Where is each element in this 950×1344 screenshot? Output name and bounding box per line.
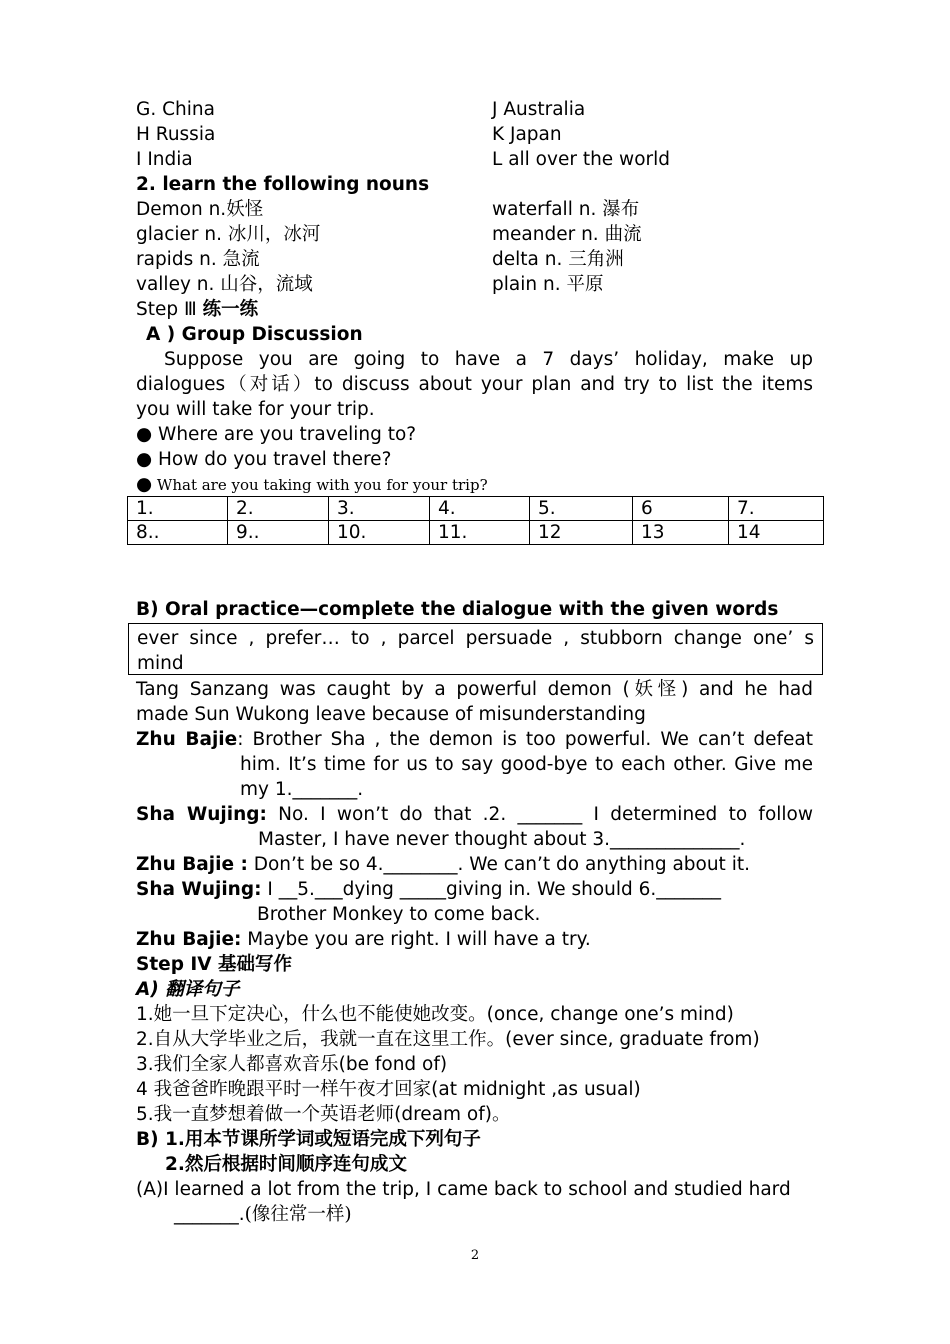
speaker-zhu-bajie: Zhu Bajie [136,729,238,750]
nouns-heading: 2. learn the following nouns [136,174,430,195]
table-cell[interactable]: 4. [430,497,530,521]
table-cell[interactable]: 2. [228,497,329,521]
intro-text: ) and he had [681,679,813,700]
dialogue-line: my 1._______. [240,779,364,800]
table-cell[interactable]: 1. [128,497,228,521]
group-discussion-heading: A ) Group Discussion [146,324,363,345]
dialogue-line [136,877,721,902]
para-text: dialogues [136,374,226,395]
country-i: I India [136,149,193,170]
translate-sentence: 1.她一旦下定决心，什么也不能使她改变。(once, change one’s mind) [136,1004,734,1025]
noun-word: valley n. [136,274,221,295]
table-cell[interactable]: 6 [633,497,729,521]
para-cn: （对话） [225,374,315,395]
oral-practice-heading: B) Oral practice—complete the dialogue with the given words [136,599,779,620]
table-cell[interactable]: 14 [729,521,824,545]
noun-item [136,247,260,272]
dialogue-line: Master, I have never thought about 3.______________. [258,829,746,850]
country-k: K Japan [492,124,562,145]
page-number: 2 [470,1248,480,1263]
table-cell[interactable]: 8.. [128,521,228,545]
translate-heading: A) 翻译句子 [136,979,240,1000]
noun-item [492,222,642,247]
table-cell[interactable]: 7. [729,497,824,521]
exercise-line [174,1202,352,1227]
dialogue-text: I __5.___dying _____giving in. We should 6.__ [261,879,675,900]
dialogue-line [136,927,591,952]
noun-word: delta n. [492,249,569,270]
bullet-question: ● Where are you traveling to? [136,424,417,445]
speaker-zhu-bajie: Zhu Bajie : [136,854,248,875]
intro-cn: 妖怪 [629,679,682,700]
dialogue-line [136,852,750,877]
table-cell[interactable]: 5. [530,497,633,521]
dialogue-intro-line [136,677,813,702]
group-paragraph-line: you will take for your trip. [136,399,375,420]
noun-word: rapids n. [136,249,223,270]
dialogue-text: Maybe you are right. I will have a try. [241,929,591,950]
step4-heading [136,952,292,977]
exercise-line: (A)I learned a lot from the trip, I came back to school and studied hard [136,1179,791,1200]
noun-meaning: 山谷，流域 [220,274,313,295]
table-cell[interactable]: 3. [329,497,430,521]
table-cell[interactable]: 11. [430,521,530,545]
exercise-hint: (像往常一样) [244,1204,352,1225]
noun-word: waterfall n. [492,199,603,220]
step4-title: 基础写作 [218,954,293,975]
step3-heading [136,297,258,322]
noun-word: plain n. [492,274,567,295]
speaker-sha-wujing: Sha Wujing: [136,879,262,900]
table-cell[interactable]: 10. [329,521,430,545]
noun-word: meander n. [492,224,605,245]
dialogue-text: Don’t be so 4.________. We can’t do anything about it. [247,854,750,875]
step3-title: 练一练 [202,299,259,320]
dialogue-text: _____ [674,879,722,900]
noun-item [136,197,263,222]
noun-meaning: 冰川，冰河 [227,224,321,245]
exercise-blank: _______. [174,1204,245,1225]
bullet-mark: ● [136,474,153,495]
step3-prefix: Step Ⅲ [136,299,203,320]
translate-sentence: 3.我们全家人都喜欢音乐(be fond of) [136,1054,448,1075]
speaker-sha-wujing: Sha Wujing: [136,804,267,825]
table-cell[interactable]: 13 [633,521,729,545]
dialogue-text: No. I won’t do that .2. _______ I determined to follow [266,804,813,825]
bullet-text: What are you taking with you for your trip? [152,476,488,494]
step4-prefix: Step IV [136,954,219,975]
bullet-question: ● How do you travel there? [136,449,392,470]
table-row [128,521,824,545]
country-h: H Russia [136,124,216,145]
country-l: L all over the world [492,149,670,170]
translate-sentence: 5.我一直梦想着做一个英语老师(dream of)。 [136,1104,511,1125]
noun-item [136,222,320,247]
country-g: G. China [136,99,215,120]
group-paragraph-line [136,372,813,397]
noun-meaning: 妖怪 [226,199,264,220]
table-cell[interactable]: 9.. [228,521,329,545]
dialogue-line [136,727,813,752]
country-j: J Australia [492,99,586,120]
word-bank-line: mind [137,653,184,674]
para-text: Suppose you are going to have a 7 days’ holiday, make up [164,349,813,370]
noun-item [136,272,313,297]
noun-word: glacier n. [136,224,228,245]
table-row [128,497,824,521]
bullet-question [136,472,488,498]
noun-meaning: 瀑布 [602,199,640,220]
noun-word: Demon n. [136,199,227,220]
word-bank-box [128,623,823,675]
dialogue-line: him. It’s time for us to say good-bye to each other. Give me [240,754,813,775]
intro-text: Tang Sanzang was caught by a powerful demon ( [136,679,630,700]
noun-item [492,247,624,272]
dialogue-intro-line: made Sun Wukong leave because of misunderstanding [136,704,646,725]
noun-item [492,197,639,222]
translate-sentence: 4 我爸爸昨晚跟平时一样午夜才回家(at midnight ,as usual) [136,1079,641,1100]
para-text: to discuss about your plan and try to list the items [314,374,813,395]
dialogue-line: Brother Monkey to come back. [257,904,541,925]
noun-item [492,272,603,297]
noun-meaning: 曲流 [604,224,642,245]
noun-meaning: 急流 [222,249,260,270]
translate-sentence: 2.自从大学毕业之后，我就一直在这里工作。(ever since, graduate from) [136,1029,760,1050]
part-b-heading: B) 1.用本节课所学词或短语完成下列句子 [136,1129,481,1150]
noun-meaning: 三角洲 [568,249,624,270]
part-b-subheading: 2.然后根据时间顺序连句成文 [165,1154,407,1175]
dialogue-line [136,802,813,827]
table-cell[interactable]: 12 [530,521,633,545]
dialogue-text: : Brother Sha , the demon is too powerful. We can’t defeat [237,729,813,750]
noun-meaning: 平原 [566,274,604,295]
items-table [127,496,824,545]
word-bank-line: ever since , prefer… to , parcel persuade , stubborn change one’ s [137,628,814,649]
speaker-zhu-bajie: Zhu Bajie: [136,929,242,950]
group-paragraph-line [136,347,813,372]
